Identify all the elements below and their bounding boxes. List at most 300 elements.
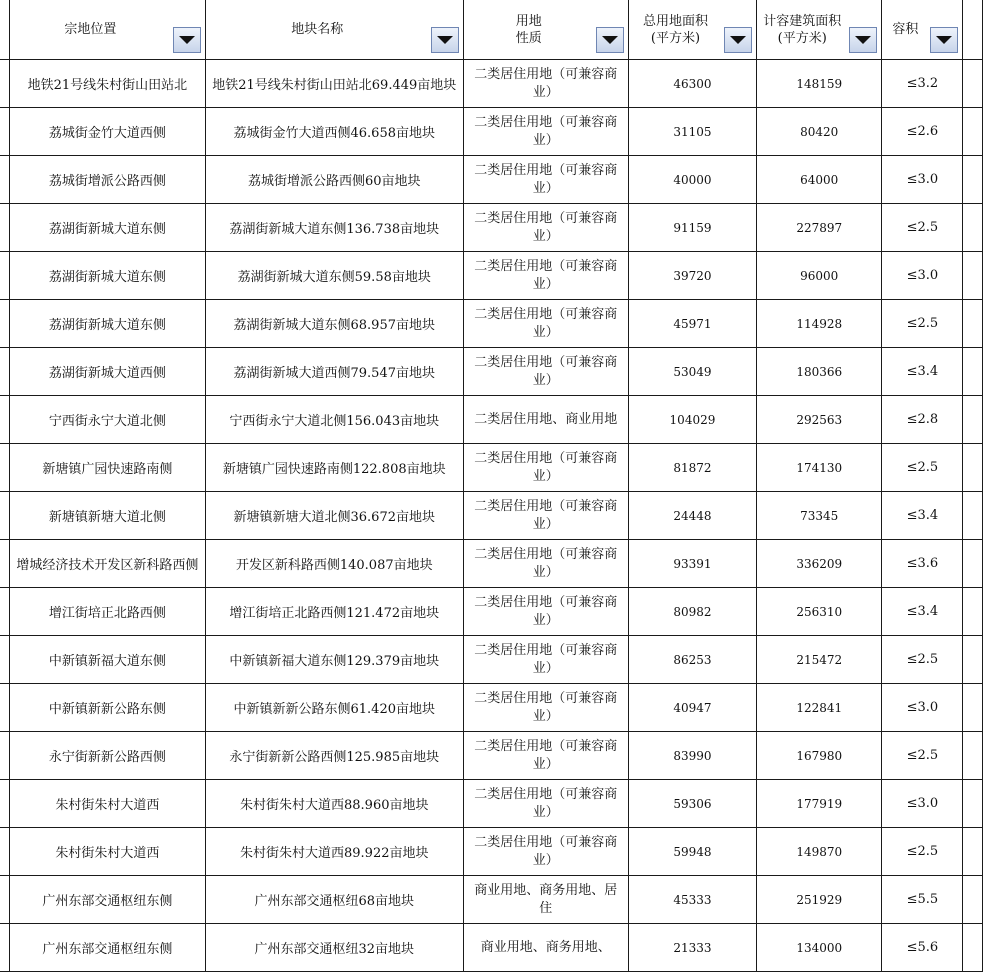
cell-land-usage-text: 商业用地、商务用地、居住 bbox=[474, 882, 618, 916]
cell-location[interactable] bbox=[9, 396, 205, 444]
cell-gfa-text: 134000 bbox=[796, 940, 843, 955]
cell-location[interactable] bbox=[9, 444, 205, 492]
cell-far[interactable] bbox=[882, 924, 963, 972]
filter-dropdown-name-button[interactable] bbox=[431, 27, 459, 53]
cell-gfa[interactable] bbox=[757, 300, 882, 348]
cell-location[interactable] bbox=[9, 252, 205, 300]
cell-land-usage[interactable] bbox=[463, 156, 628, 204]
row-right-stub bbox=[963, 636, 983, 684]
cell-land-usage[interactable] bbox=[463, 444, 628, 492]
header-usage-line2: 性质 bbox=[515, 30, 542, 46]
row-left-stub bbox=[0, 444, 9, 492]
cell-land-usage[interactable] bbox=[463, 828, 628, 876]
cell-land-usage[interactable] bbox=[463, 60, 628, 108]
row-right-stub bbox=[963, 684, 983, 732]
cell-far[interactable] bbox=[882, 732, 963, 780]
cell-total-area-text: 45971 bbox=[673, 316, 712, 331]
row-right-stub bbox=[963, 444, 983, 492]
row-left-stub bbox=[0, 540, 9, 588]
cell-far-text: ≤5.6 bbox=[906, 940, 939, 955]
cell-far[interactable] bbox=[882, 828, 963, 876]
table-row[interactable] bbox=[0, 396, 983, 444]
cell-far-text: ≤2.5 bbox=[906, 844, 939, 859]
cell-total-area[interactable] bbox=[628, 396, 756, 444]
header-right-stub bbox=[963, 0, 983, 60]
cell-land-usage-text: 二类居住用地（可兼容商业） bbox=[474, 690, 618, 724]
cell-far-text: ≤2.5 bbox=[906, 652, 939, 667]
chevron-down-icon bbox=[730, 36, 746, 44]
cell-location-text: 中新镇新新公路东侧 bbox=[48, 702, 166, 717]
table-row[interactable] bbox=[0, 588, 983, 636]
cell-total-area-text: 59948 bbox=[673, 844, 712, 859]
cell-total-area[interactable] bbox=[628, 492, 756, 540]
cell-total-area-text: 86253 bbox=[673, 652, 712, 667]
header-far bbox=[882, 0, 963, 60]
table-row[interactable] bbox=[0, 876, 983, 924]
header-name-label: 地块名称 bbox=[291, 22, 344, 37]
cell-location-text: 中新镇新福大道东侧 bbox=[48, 654, 166, 669]
cell-location[interactable] bbox=[9, 204, 205, 252]
cell-far[interactable] bbox=[882, 876, 963, 924]
cell-total-area[interactable] bbox=[628, 348, 756, 396]
row-right-stub bbox=[963, 396, 983, 444]
filter-dropdown-location-button[interactable] bbox=[173, 27, 201, 53]
cell-far-text: ≤3.6 bbox=[906, 556, 939, 571]
cell-gfa-text: 336209 bbox=[796, 556, 843, 571]
cell-gfa-text: 80420 bbox=[800, 124, 839, 139]
row-left-stub bbox=[0, 924, 9, 972]
cell-parcel-name[interactable] bbox=[205, 252, 463, 300]
cell-far-text: ≤2.5 bbox=[906, 460, 939, 475]
cell-far-text: ≤3.0 bbox=[906, 268, 939, 283]
cell-gfa[interactable] bbox=[757, 252, 882, 300]
cell-location-text: 地铁21号线朱村街山田站北 bbox=[27, 78, 188, 93]
cell-land-usage[interactable] bbox=[463, 348, 628, 396]
cell-total-area-text: 24448 bbox=[673, 508, 712, 523]
cell-parcel-name[interactable] bbox=[205, 876, 463, 924]
cell-land-usage-text: 二类居住用地（可兼容商业） bbox=[474, 498, 618, 532]
cell-location-text: 广州东部交通枢纽东侧 bbox=[42, 942, 173, 957]
table-row[interactable] bbox=[0, 300, 983, 348]
table-row[interactable] bbox=[0, 492, 983, 540]
cell-parcel-name-text: 朱村街朱村大道西89.922亩地块 bbox=[240, 846, 429, 861]
cell-parcel-name-text: 永宁街新新公路西侧125.985亩地块 bbox=[229, 750, 440, 765]
cell-land-usage[interactable] bbox=[463, 732, 628, 780]
cell-far-text: ≤5.5 bbox=[906, 892, 939, 907]
filter-dropdown-usage-button[interactable] bbox=[596, 27, 624, 53]
cell-gfa-text: 177919 bbox=[796, 796, 843, 811]
table-row[interactable] bbox=[0, 732, 983, 780]
header-area-line1: 总用地面积 bbox=[642, 13, 708, 29]
cell-far[interactable] bbox=[882, 684, 963, 732]
row-right-stub bbox=[963, 60, 983, 108]
row-left-stub bbox=[0, 204, 9, 252]
cell-total-area[interactable] bbox=[628, 876, 756, 924]
cell-gfa[interactable] bbox=[757, 156, 882, 204]
cell-total-area[interactable] bbox=[628, 60, 756, 108]
cell-total-area-text: 53049 bbox=[673, 364, 712, 379]
cell-land-usage[interactable] bbox=[463, 684, 628, 732]
cell-location[interactable] bbox=[9, 780, 205, 828]
cell-location-text: 荔湖街新城大道东侧 bbox=[48, 318, 166, 333]
header-area bbox=[628, 0, 756, 60]
row-right-stub bbox=[963, 348, 983, 396]
cell-gfa-text: 114928 bbox=[796, 316, 843, 331]
cell-parcel-name-text: 荔湖街新城大道西侧79.547亩地块 bbox=[233, 366, 435, 381]
cell-gfa-text: 180366 bbox=[796, 364, 843, 379]
header-gfa-line1: 计容建筑面积 bbox=[763, 13, 842, 29]
cell-land-usage-text: 二类居住用地（可兼容商业） bbox=[474, 210, 618, 244]
header-gfa bbox=[757, 0, 882, 60]
header-row bbox=[0, 0, 983, 60]
filter-dropdown-area-button[interactable] bbox=[724, 27, 752, 53]
cell-land-usage[interactable] bbox=[463, 108, 628, 156]
cell-location[interactable] bbox=[9, 156, 205, 204]
cell-location-text: 荔城街增派公路西侧 bbox=[48, 174, 166, 189]
cell-far[interactable] bbox=[882, 540, 963, 588]
cell-land-usage-text: 商业用地、商务用地、 bbox=[480, 939, 611, 955]
table-row[interactable] bbox=[0, 108, 983, 156]
cell-parcel-name-text: 荔城街增派公路西侧60亩地块 bbox=[247, 174, 421, 189]
cell-land-usage[interactable] bbox=[463, 876, 628, 924]
cell-far-text: ≤3.4 bbox=[906, 508, 939, 523]
cell-gfa[interactable] bbox=[757, 540, 882, 588]
cell-location-text: 朱村街朱村大道西 bbox=[55, 798, 160, 813]
cell-far[interactable] bbox=[882, 588, 963, 636]
cell-total-area[interactable] bbox=[628, 540, 756, 588]
cell-total-area-text: 83990 bbox=[673, 748, 712, 763]
cell-land-usage[interactable] bbox=[463, 300, 628, 348]
cell-far[interactable] bbox=[882, 492, 963, 540]
table-row[interactable] bbox=[0, 156, 983, 204]
filter-dropdown-gfa-button[interactable] bbox=[849, 27, 877, 53]
header-usage-line1: 用地 bbox=[515, 13, 542, 29]
row-left-stub bbox=[0, 732, 9, 780]
cell-gfa[interactable] bbox=[757, 588, 882, 636]
header-far-label: 容积 bbox=[892, 22, 919, 37]
cell-total-area-text: 81872 bbox=[673, 460, 712, 475]
cell-total-area-text: 91159 bbox=[673, 220, 712, 235]
cell-land-usage[interactable] bbox=[463, 588, 628, 636]
cell-location-text: 新塘镇广园快速路南侧 bbox=[42, 462, 173, 477]
cell-gfa[interactable] bbox=[757, 780, 882, 828]
cell-parcel-name[interactable] bbox=[205, 828, 463, 876]
cell-parcel-name[interactable] bbox=[205, 540, 463, 588]
cell-land-usage[interactable] bbox=[463, 780, 628, 828]
cell-parcel-name-text: 地铁21号线朱村街山田站北69.449亩地块 bbox=[212, 78, 457, 93]
cell-parcel-name[interactable] bbox=[205, 156, 463, 204]
cell-gfa[interactable] bbox=[757, 108, 882, 156]
cell-far-text: ≤2.5 bbox=[906, 220, 939, 235]
cell-far-text: ≤2.8 bbox=[906, 412, 939, 427]
cell-land-usage[interactable] bbox=[463, 924, 628, 972]
cell-far-text: ≤3.4 bbox=[906, 364, 939, 379]
cell-gfa-text: 73345 bbox=[800, 508, 839, 523]
table-row[interactable] bbox=[0, 540, 983, 588]
cell-gfa[interactable] bbox=[757, 924, 882, 972]
row-left-stub bbox=[0, 60, 9, 108]
cell-parcel-name-text: 广州东部交通枢纽68亩地块 bbox=[254, 894, 415, 909]
cell-parcel-name-text: 中新镇新福大道东侧129.379亩地块 bbox=[229, 654, 440, 669]
cell-gfa[interactable] bbox=[757, 348, 882, 396]
row-left-stub bbox=[0, 636, 9, 684]
cell-location[interactable] bbox=[9, 636, 205, 684]
cell-total-area-text: 40000 bbox=[673, 172, 712, 187]
cell-gfa[interactable] bbox=[757, 60, 882, 108]
cell-land-usage-text: 二类居住用地（可兼容商业） bbox=[474, 594, 618, 628]
cell-location-text: 荔湖街新城大道东侧 bbox=[48, 222, 166, 237]
cell-total-area-text: 93391 bbox=[673, 556, 712, 571]
cell-parcel-name-text: 广州东部交通枢纽32亩地块 bbox=[254, 942, 415, 957]
cell-total-area[interactable] bbox=[628, 684, 756, 732]
cell-location-text: 朱村街朱村大道西 bbox=[55, 846, 160, 861]
cell-location[interactable] bbox=[9, 60, 205, 108]
cell-location[interactable] bbox=[9, 492, 205, 540]
cell-gfa-text: 174130 bbox=[796, 460, 843, 475]
table-row[interactable] bbox=[0, 684, 983, 732]
cell-far-text: ≤3.0 bbox=[906, 796, 939, 811]
cell-parcel-name[interactable] bbox=[205, 588, 463, 636]
cell-total-area-text: 40947 bbox=[673, 700, 712, 715]
cell-far[interactable] bbox=[882, 348, 963, 396]
cell-gfa-text: 64000 bbox=[800, 172, 839, 187]
cell-parcel-name[interactable] bbox=[205, 732, 463, 780]
table-row[interactable] bbox=[0, 828, 983, 876]
cell-location-text: 荔湖街新城大道西侧 bbox=[48, 366, 166, 381]
cell-land-usage-text: 二类居住用地（可兼容商业） bbox=[474, 306, 618, 340]
table-row[interactable] bbox=[0, 924, 983, 972]
cell-gfa-text: 227897 bbox=[796, 220, 843, 235]
cell-land-usage[interactable] bbox=[463, 396, 628, 444]
chevron-down-icon bbox=[602, 36, 618, 44]
row-left-stub bbox=[0, 156, 9, 204]
cell-total-area-text: 45333 bbox=[673, 892, 712, 907]
header-location bbox=[9, 0, 205, 60]
row-right-stub bbox=[963, 252, 983, 300]
cell-total-area[interactable] bbox=[628, 156, 756, 204]
cell-parcel-name-text: 荔湖街新城大道东侧59.58亩地块 bbox=[237, 270, 431, 285]
cell-location[interactable] bbox=[9, 828, 205, 876]
header-name bbox=[205, 0, 463, 60]
cell-total-area-text: 21333 bbox=[673, 940, 712, 955]
cell-location[interactable] bbox=[9, 876, 205, 924]
cell-location[interactable] bbox=[9, 540, 205, 588]
cell-parcel-name-text: 荔湖街新城大道东侧136.738亩地块 bbox=[229, 222, 440, 237]
cell-gfa[interactable] bbox=[757, 684, 882, 732]
cell-location[interactable] bbox=[9, 108, 205, 156]
cell-far-text: ≤3.2 bbox=[906, 76, 939, 91]
chevron-down-icon bbox=[855, 36, 871, 44]
row-right-stub bbox=[963, 300, 983, 348]
cell-far[interactable] bbox=[882, 444, 963, 492]
row-right-stub bbox=[963, 156, 983, 204]
row-left-stub bbox=[0, 492, 9, 540]
cell-parcel-name-text: 荔湖街新城大道东侧68.957亩地块 bbox=[233, 318, 435, 333]
cell-total-area[interactable] bbox=[628, 924, 756, 972]
cell-parcel-name-text: 新塘镇广园快速路南侧122.808亩地块 bbox=[222, 462, 446, 477]
cell-total-area[interactable] bbox=[628, 204, 756, 252]
cell-parcel-name[interactable] bbox=[205, 444, 463, 492]
cell-land-usage[interactable] bbox=[463, 540, 628, 588]
cell-parcel-name[interactable] bbox=[205, 60, 463, 108]
cell-location[interactable] bbox=[9, 588, 205, 636]
cell-total-area[interactable] bbox=[628, 252, 756, 300]
row-left-stub bbox=[0, 108, 9, 156]
cell-location[interactable] bbox=[9, 348, 205, 396]
row-left-stub bbox=[0, 588, 9, 636]
cell-location[interactable] bbox=[9, 924, 205, 972]
row-right-stub bbox=[963, 108, 983, 156]
cell-gfa[interactable] bbox=[757, 492, 882, 540]
cell-parcel-name-text: 新塘镇新塘大道北侧36.672亩地块 bbox=[233, 510, 435, 525]
cell-gfa[interactable] bbox=[757, 444, 882, 492]
cell-total-area[interactable] bbox=[628, 444, 756, 492]
table-row[interactable] bbox=[0, 444, 983, 492]
cell-land-usage-text: 二类居住用地（可兼容商业） bbox=[474, 786, 618, 820]
row-left-stub bbox=[0, 828, 9, 876]
cell-land-usage[interactable] bbox=[463, 204, 628, 252]
cell-far[interactable] bbox=[882, 636, 963, 684]
chevron-down-icon bbox=[179, 36, 195, 44]
cell-far[interactable] bbox=[882, 396, 963, 444]
cell-parcel-name[interactable] bbox=[205, 348, 463, 396]
header-usage bbox=[463, 0, 628, 60]
cell-far[interactable] bbox=[882, 300, 963, 348]
cell-land-usage-text: 二类居住用地（可兼容商业） bbox=[474, 66, 618, 100]
header-left-stub bbox=[0, 0, 9, 60]
cell-land-usage-text: 二类居住用地（可兼容商业） bbox=[474, 834, 618, 868]
cell-gfa-text: 149870 bbox=[796, 844, 843, 859]
table-row[interactable] bbox=[0, 60, 983, 108]
row-left-stub bbox=[0, 348, 9, 396]
row-right-stub bbox=[963, 876, 983, 924]
cell-location-text: 增城经济技术开发区新科路西侧 bbox=[16, 558, 199, 573]
row-left-stub bbox=[0, 300, 9, 348]
cell-land-usage-text: 二类居住用地（可兼容商业） bbox=[474, 162, 618, 196]
row-right-stub bbox=[963, 924, 983, 972]
row-right-stub bbox=[963, 204, 983, 252]
table-row[interactable] bbox=[0, 780, 983, 828]
cell-parcel-name-text: 开发区新科路西侧140.087亩地块 bbox=[235, 558, 433, 573]
cell-land-usage-text: 二类居住用地（可兼容商业） bbox=[474, 642, 618, 676]
cell-land-usage-text: 二类居住用地（可兼容商业） bbox=[474, 354, 618, 388]
filter-dropdown-far-button[interactable] bbox=[930, 27, 958, 53]
header-gfa-line2: (平方米) bbox=[777, 30, 827, 46]
cell-total-area[interactable] bbox=[628, 636, 756, 684]
row-left-stub bbox=[0, 684, 9, 732]
cell-location-text: 增江街培正北路西侧 bbox=[48, 606, 166, 621]
row-left-stub bbox=[0, 252, 9, 300]
row-right-stub bbox=[963, 828, 983, 876]
cell-location-text: 荔湖街新城大道东侧 bbox=[48, 270, 166, 285]
cell-gfa-text: 96000 bbox=[800, 268, 839, 283]
row-left-stub bbox=[0, 876, 9, 924]
cell-total-area[interactable] bbox=[628, 300, 756, 348]
cell-location[interactable] bbox=[9, 300, 205, 348]
cell-location-text: 新塘镇新塘大道北侧 bbox=[48, 510, 166, 525]
cell-parcel-name[interactable] bbox=[205, 780, 463, 828]
cell-total-area-text: 46300 bbox=[673, 76, 712, 91]
cell-location-text: 荔城街金竹大道西侧 bbox=[48, 126, 166, 141]
cell-far[interactable] bbox=[882, 204, 963, 252]
cell-gfa[interactable] bbox=[757, 396, 882, 444]
cell-total-area-text: 104029 bbox=[669, 412, 716, 427]
cell-far[interactable] bbox=[882, 108, 963, 156]
table-row[interactable] bbox=[0, 252, 983, 300]
cell-total-area[interactable] bbox=[628, 588, 756, 636]
cell-total-area[interactable] bbox=[628, 108, 756, 156]
cell-parcel-name[interactable] bbox=[205, 924, 463, 972]
row-right-stub bbox=[963, 540, 983, 588]
cell-land-usage[interactable] bbox=[463, 252, 628, 300]
cell-gfa[interactable] bbox=[757, 732, 882, 780]
cell-location-text: 宁西街永宁大道北侧 bbox=[48, 414, 166, 429]
cell-far-text: ≤2.5 bbox=[906, 316, 939, 331]
table-row[interactable] bbox=[0, 348, 983, 396]
cell-parcel-name-text: 荔城街金竹大道西侧46.658亩地块 bbox=[233, 126, 435, 141]
cell-gfa-text: 292563 bbox=[796, 412, 843, 427]
cell-total-area-text: 59306 bbox=[673, 796, 712, 811]
cell-parcel-name[interactable] bbox=[205, 636, 463, 684]
cell-gfa[interactable] bbox=[757, 636, 882, 684]
cell-gfa[interactable] bbox=[757, 204, 882, 252]
header-location-label: 宗地位置 bbox=[64, 22, 117, 37]
cell-location[interactable] bbox=[9, 684, 205, 732]
cell-total-area[interactable] bbox=[628, 828, 756, 876]
cell-parcel-name[interactable] bbox=[205, 300, 463, 348]
cell-parcel-name[interactable] bbox=[205, 204, 463, 252]
cell-parcel-name-text: 中新镇新新公路东侧61.420亩地块 bbox=[233, 702, 435, 717]
cell-far[interactable] bbox=[882, 252, 963, 300]
cell-gfa-text: 251929 bbox=[796, 892, 843, 907]
cell-gfa[interactable] bbox=[757, 828, 882, 876]
cell-total-area-text: 31105 bbox=[673, 124, 712, 139]
cell-total-area[interactable] bbox=[628, 780, 756, 828]
cell-parcel-name-text: 宁西街永宁大道北侧156.043亩地块 bbox=[229, 414, 440, 429]
cell-far[interactable] bbox=[882, 156, 963, 204]
table-row[interactable] bbox=[0, 636, 983, 684]
cell-parcel-name[interactable] bbox=[205, 492, 463, 540]
cell-parcel-name[interactable] bbox=[205, 684, 463, 732]
cell-far-text: ≤3.0 bbox=[906, 172, 939, 187]
cell-location-text: 广州东部交通枢纽东侧 bbox=[42, 894, 173, 909]
row-right-stub bbox=[963, 492, 983, 540]
cell-land-usage[interactable] bbox=[463, 636, 628, 684]
cell-far[interactable] bbox=[882, 60, 963, 108]
cell-far-text: ≤2.5 bbox=[906, 748, 939, 763]
table-row[interactable] bbox=[0, 204, 983, 252]
cell-land-usage-text: 二类居住用地（可兼容商业） bbox=[474, 114, 618, 148]
cell-gfa[interactable] bbox=[757, 876, 882, 924]
cell-parcel-name[interactable] bbox=[205, 396, 463, 444]
cell-parcel-name[interactable] bbox=[205, 108, 463, 156]
row-right-stub bbox=[963, 588, 983, 636]
cell-far-text: ≤3.0 bbox=[906, 700, 939, 715]
cell-land-usage[interactable] bbox=[463, 492, 628, 540]
row-left-stub bbox=[0, 396, 9, 444]
cell-gfa-text: 122841 bbox=[796, 700, 843, 715]
cell-land-usage-text: 二类居住用地（可兼容商业） bbox=[474, 450, 618, 484]
cell-total-area[interactable] bbox=[628, 732, 756, 780]
cell-far-text: ≤3.4 bbox=[906, 604, 939, 619]
cell-location[interactable] bbox=[9, 732, 205, 780]
cell-parcel-name-text: 增江街培正北路西侧121.472亩地块 bbox=[229, 606, 440, 621]
chevron-down-icon bbox=[936, 36, 952, 44]
cell-gfa-text: 215472 bbox=[796, 652, 843, 667]
cell-far[interactable] bbox=[882, 780, 963, 828]
cell-gfa-text: 148159 bbox=[796, 76, 843, 91]
cell-gfa-text: 167980 bbox=[796, 748, 843, 763]
